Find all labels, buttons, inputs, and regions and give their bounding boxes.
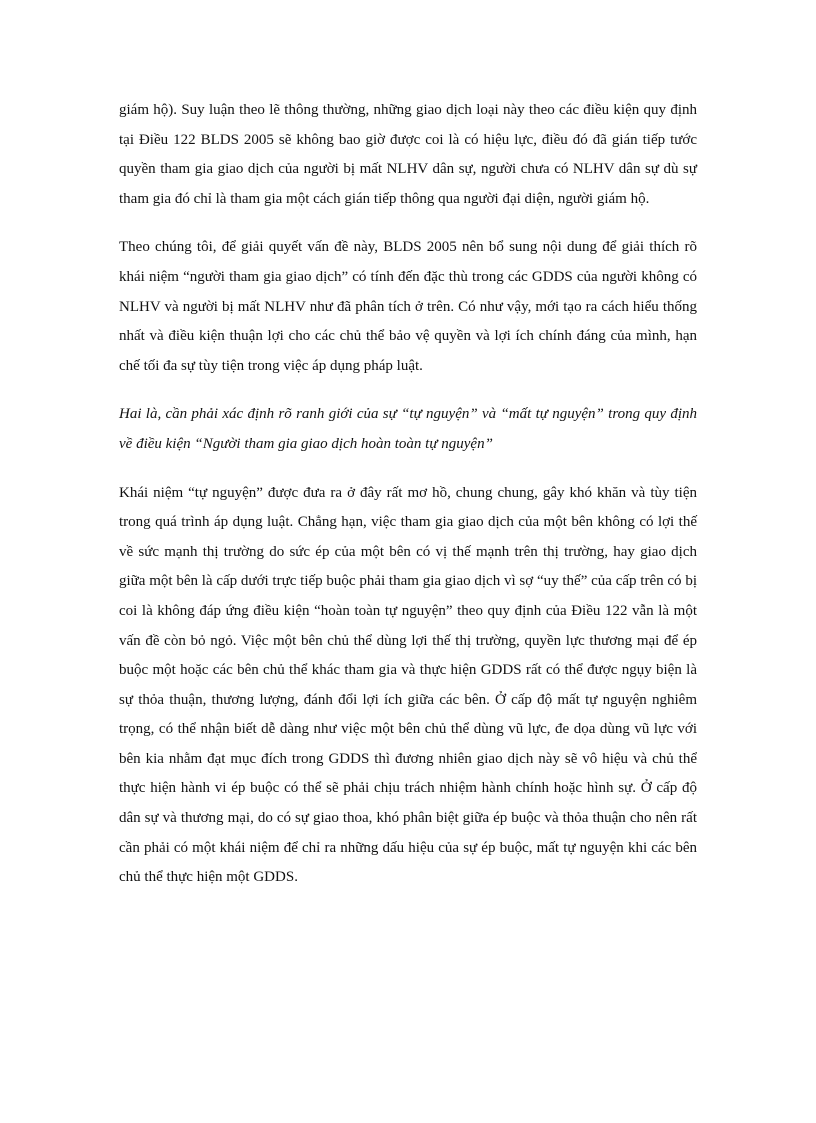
document-body bbox=[119, 96, 697, 912]
paragraph-2: Theo chúng tôi, để giải quyết vấn đề này, BLDS 2005 nên bổ sung nội dung để giải thích rõ khái niệm “người tham gia giao dịch” có tính đến đặc thù trong các GDDS của người không có NLHV và người bị mất NLHV như đã phân tích ở trên. Có như vậy, mới tạo ra cách hiểu thống nhất và điều kiện thuận lợi cho các chủ thể bảo vệ quyền và lợi ích chính đáng của mình, hạn chế tối đa sự tùy tiện trong việc áp dụng pháp luật. bbox=[119, 239, 697, 374]
paragraph-1: giám hộ). Suy luận theo lẽ thông thường, những giao dịch loại này theo các điều kiện quy định tại Điều 122 BLDS 2005 sẽ không bao giờ được coi là có hiệu lực, điều đó đã gián tiếp tước quyền tham gia giao dịch của người bị mất NLHV dân sự, người chưa có NLHV dân sự dù sự tham gia đó chỉ là tham gia một cách gián tiếp thông qua người đại diện, người giám hộ. bbox=[119, 102, 697, 207]
paragraph-3-heading: Hai là, cần phải xác định rõ ranh giới của sự “tự nguyện” và “mất tự nguyện” trong quy định về điều kiện “Người tham gia giao dịch hoàn toàn tự nguyện” bbox=[119, 406, 697, 452]
paragraph-4: Khái niệm “tự nguyện” được đưa ra ở đây rất mơ hồ, chung chung, gây khó khăn và tùy tiện trong quá trình áp dụng luật. Chẳng hạn, việc tham gia giao dịch của một bên không có lợi thế về sức mạnh thị trường do sức ép của một bên có vị thế mạnh trên thị trường, hay giao dịch giữa một bên là cấp dưới trực tiếp buộc phải tham gia giao dịch vì sợ “uy thế” của cấp trên có bị coi là không đáp ứng điều kiện “hoàn toàn tự nguyện” theo quy định của Điều 122 vẫn là một vấn đề còn bỏ ngỏ. Việc một bên chủ thể dùng lợi thế thị trường, quyền lực thương mại để ép buộc một hoặc các bên chủ thể khác tham gia và thực hiện GDDS rất có thể được ngụy biện là sự thỏa thuận, thương lượng, đánh đổi lợi ích giữa các bên. Ở cấp độ mất tự nguyện nghiêm trọng, có thể nhận biết dễ dàng như việc một bên chủ thể dùng vũ lực, đe dọa dùng vũ lực với bên kia nhằm đạt mục đích trong GDDS thì đương nhiên giao dịch này sẽ vô hiệu và chủ thể thực hiện hành vi ép buộc có thể sẽ phải chịu trách nhiệm hành chính hoặc hình sự. Ở cấp độ dân sự và thương mại, do có sự giao thoa, khó phân biệt giữa ép buộc và thỏa thuận cho nên rất cần phải có một khái niệm để chỉ ra những dấu hiệu của sự ép buộc, mất tự nguyện khi các bên chủ thể thực hiện một GDDS. bbox=[119, 484, 697, 886]
